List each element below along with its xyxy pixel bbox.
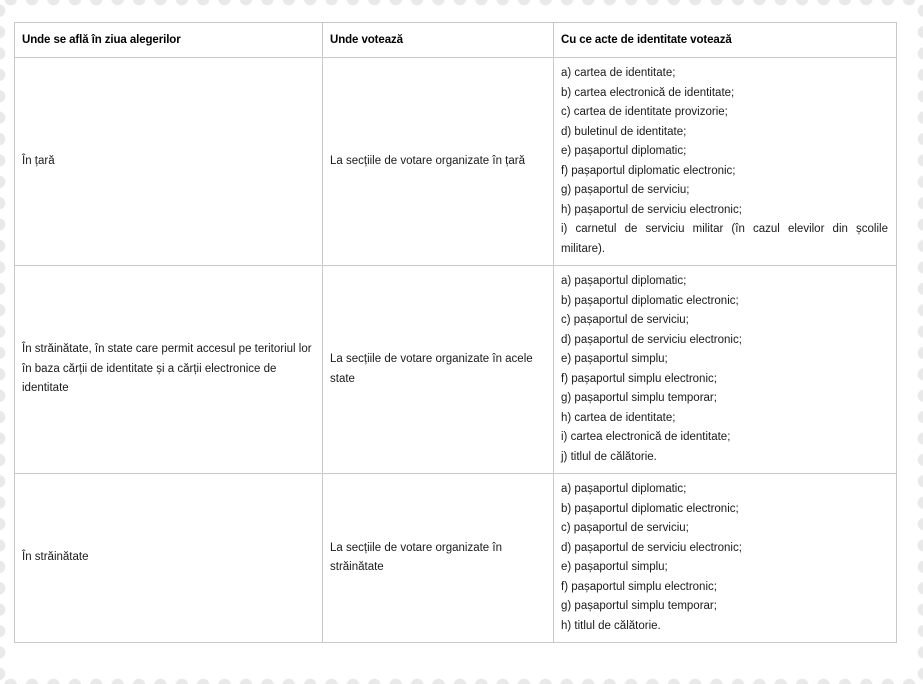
table-container	[14, 22, 896, 643]
table-body	[15, 58, 897, 643]
cell-polling-station: La secțiile de votare organizate în acele state	[323, 266, 554, 474]
cell-location: În țară	[15, 58, 323, 266]
document-list-item: h) pașaportul de serviciu electronic;	[561, 203, 742, 216]
document-list-item: h) titlul de călătorie.	[561, 619, 661, 632]
document-list-item: i) carnetul de serviciu militar (în cazul elevilor din școlile militare).	[561, 223, 888, 255]
table-header	[15, 23, 897, 58]
document-list-item: d) buletinul de identitate;	[561, 125, 687, 138]
document-list-item: d) pașaportul de serviciu electronic;	[561, 541, 742, 554]
document-list-item: b) cartea electronică de identitate;	[561, 86, 735, 99]
column-header-polling: Unde votează	[323, 23, 554, 58]
document-list-item: h) cartea de identitate;	[561, 411, 676, 424]
column-header-documents: Cu ce acte de identitate votează	[554, 23, 897, 58]
document-list-item: g) pașaportul de serviciu;	[561, 184, 690, 196]
cell-documents	[554, 474, 897, 643]
document-list-item: a) cartea de identitate;	[561, 67, 676, 79]
cell-location: În străinătate, în state care permit accesul pe teritoriul lor în baza cărții de identitate și a cărții electronice de identitate	[15, 266, 323, 474]
document-list-item: e) pașaportul diplomatic;	[561, 145, 687, 157]
table-row	[15, 58, 897, 266]
column-header-location: Unde se află în ziua alegerilor	[15, 23, 323, 58]
documents-list	[561, 480, 888, 636]
cell-documents	[554, 58, 897, 266]
document-list-item: g) pașaportul simplu temporar;	[561, 392, 717, 404]
documents-list	[561, 272, 888, 467]
document-list-item: f) pașaportul simplu electronic;	[561, 580, 717, 593]
document-list-item: f) pașaportul diplomatic electronic;	[561, 164, 736, 177]
cell-documents	[554, 266, 897, 474]
table-header-row	[15, 23, 897, 58]
document-list-item: a) pașaportul diplomatic;	[561, 483, 687, 495]
document-list-item: a) pașaportul diplomatic;	[561, 275, 687, 287]
table-row	[15, 474, 897, 643]
document-list-item: g) pașaportul simplu temporar;	[561, 600, 717, 612]
document-list-item: e) pașaportul simplu;	[561, 353, 668, 365]
table-row	[15, 266, 897, 474]
document-list-item: i) cartea electronică de identitate;	[561, 431, 731, 443]
voting-documents-table	[14, 22, 897, 643]
cell-polling-station: La secțiile de votare organizate în țară	[323, 58, 554, 266]
document-list-item: e) pașaportul simplu;	[561, 561, 668, 573]
document-list-item: f) pașaportul simplu electronic;	[561, 372, 717, 385]
document-list-item: b) pașaportul diplomatic electronic;	[561, 502, 739, 515]
document-list-item: c) cartea de identitate provizorie;	[561, 106, 728, 118]
document-list-item: c) pașaportul de serviciu;	[561, 522, 689, 534]
document-list-item: j) titlul de călătorie.	[561, 450, 657, 463]
document-list-item: d) pașaportul de serviciu electronic;	[561, 333, 742, 346]
document-list-item: c) pașaportul de serviciu;	[561, 314, 689, 326]
cell-location: În străinătate	[15, 474, 323, 643]
cell-polling-station: La secțiile de votare organizate în străinătate	[323, 474, 554, 643]
documents-list	[561, 64, 888, 259]
document-list-item: b) pașaportul diplomatic electronic;	[561, 294, 739, 307]
